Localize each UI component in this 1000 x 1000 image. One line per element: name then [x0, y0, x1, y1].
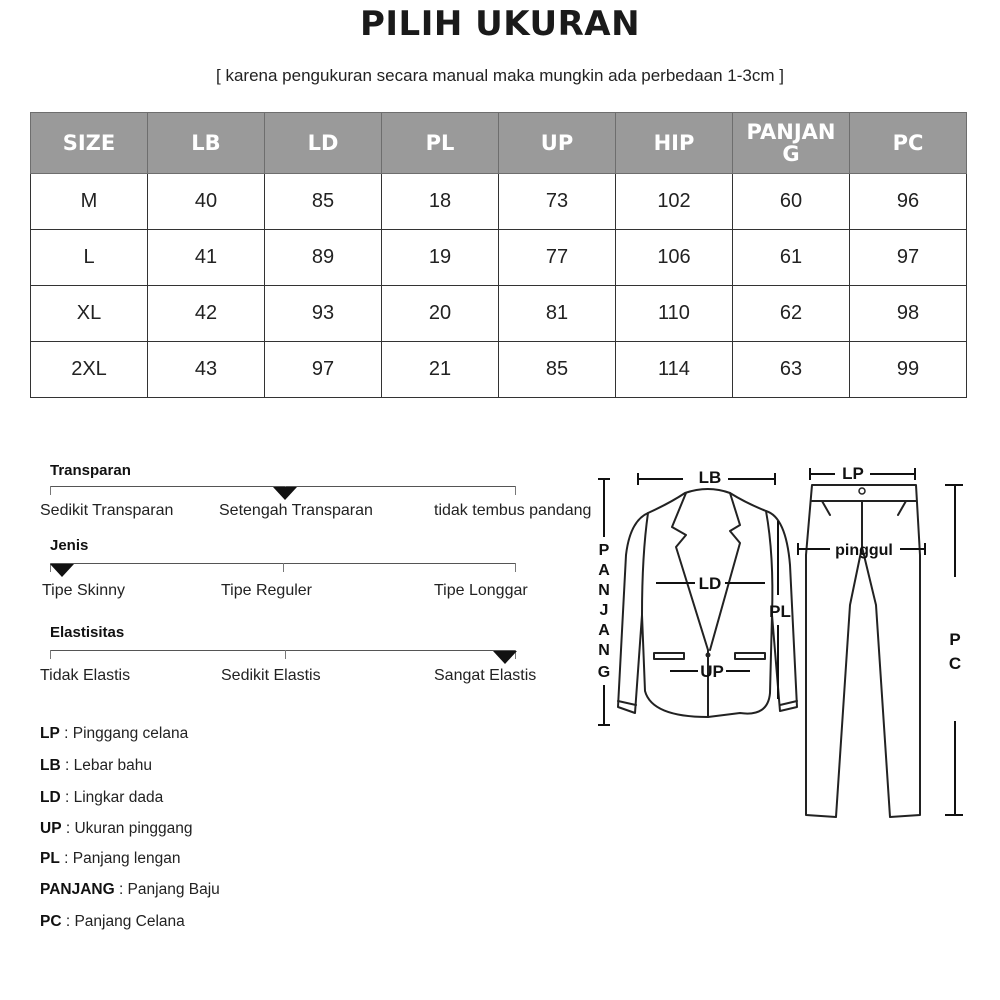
elastisitas-scale-line: [50, 650, 516, 651]
jacket-lapel-right: [710, 493, 740, 650]
header-pc: PC: [850, 113, 967, 174]
table-cell: 102: [616, 174, 733, 230]
jenis-selected-marker: [50, 564, 74, 577]
header-hip: HIP: [616, 113, 733, 174]
table-cell: 20: [382, 286, 499, 342]
elastisitas-label: Elastisitas: [50, 624, 125, 641]
table-cell: 81: [499, 286, 616, 342]
svg-text:N: N: [598, 582, 610, 599]
table-cell: 106: [616, 230, 733, 286]
measurement-diagram: [590, 455, 980, 945]
table-cell: 93: [265, 286, 382, 342]
elastisitas-selected-marker: [493, 651, 517, 664]
table-cell: 89: [265, 230, 382, 286]
measurement-note: [ karena pengukuran secara manual maka mungkin ada perbedaan 1-3cm ]: [216, 66, 784, 85]
legend-item-lb: LB : Lebar bahu: [40, 757, 153, 774]
svg-text:G: G: [597, 664, 611, 681]
elastisitas-option: Sangat Elastis: [434, 667, 537, 684]
table-cell: 21: [382, 342, 499, 398]
legend-item-panjang: PANJANG : Panjang Baju: [40, 881, 220, 898]
table-cell: 19: [382, 230, 499, 286]
table-cell: 85: [265, 174, 382, 230]
table-cell: 62: [733, 286, 850, 342]
jacket-pocket-right: [735, 653, 765, 659]
jenis-option: Tipe Skinny: [42, 582, 125, 599]
table-cell: 114: [616, 342, 733, 398]
table-row: [31, 342, 967, 398]
table-row: [31, 286, 967, 342]
svg-text:P: P: [598, 542, 610, 559]
table-cell: 96: [850, 174, 967, 230]
table-cell: 63: [733, 342, 850, 398]
table-cell: 99: [850, 342, 967, 398]
header-pl: PL: [382, 113, 499, 174]
jacket-pocket-left: [654, 653, 684, 659]
transparan-label: Transparan: [50, 462, 131, 479]
jacket-lapel-left: [672, 493, 708, 650]
label-panjang-vertical: [598, 542, 610, 681]
table-cell: 61: [733, 230, 850, 286]
jacket-button-icon: [706, 653, 711, 658]
pants-button-icon: [859, 488, 865, 494]
table-cell: XL: [31, 286, 148, 342]
table-cell: 85: [499, 342, 616, 398]
elastisitas-option: Sedikit Elastis: [221, 667, 321, 684]
table-row: [31, 230, 967, 286]
scale-tick: [515, 563, 516, 572]
legend-item-up: UP : Ukuran pinggang: [40, 820, 193, 837]
svg-text:N: N: [598, 642, 610, 659]
table-cell: 43: [148, 342, 265, 398]
table-cell: 40: [148, 174, 265, 230]
header-size: SIZE: [31, 113, 148, 174]
table-cell: 98: [850, 286, 967, 342]
transparan-option: Sedikit Transparan: [40, 502, 174, 519]
table-cell: 18: [382, 174, 499, 230]
table-cell: 73: [499, 174, 616, 230]
svg-text:P: P: [949, 630, 961, 649]
transparan-option: tidak tembus pandang: [434, 502, 592, 519]
table-cell: 2XL: [31, 342, 148, 398]
table-cell: 42: [148, 286, 265, 342]
label-ld: LD: [698, 574, 722, 593]
legend-item-pc: PC : Panjang Celana: [40, 913, 185, 930]
label-lb: LB: [698, 468, 722, 487]
scale-tick: [50, 650, 51, 659]
scale-tick: [515, 486, 516, 495]
table-cell: 77: [499, 230, 616, 286]
scale-tick: [283, 563, 284, 572]
table-row: [31, 174, 967, 230]
scale-tick: [50, 486, 51, 495]
table-cell: 41: [148, 230, 265, 286]
header-up: UP: [499, 113, 616, 174]
jenis-option: Tipe Reguler: [221, 582, 313, 599]
svg-text:A: A: [598, 622, 610, 639]
label-lp: LP: [842, 464, 864, 483]
table-cell: 97: [850, 230, 967, 286]
table-cell: 97: [265, 342, 382, 398]
transparan-selected-marker: [273, 487, 297, 500]
svg-text:C: C: [948, 654, 962, 673]
transparan-option: Setengah Transparan: [219, 502, 373, 519]
table-cell: 60: [733, 174, 850, 230]
legend-item-ld: LD : Lingkar dada: [40, 789, 164, 806]
jenis-label: Jenis: [50, 537, 89, 554]
header-ld: LD: [265, 113, 382, 174]
svg-text:A: A: [598, 562, 610, 579]
jenis-option: Tipe Longgar: [434, 582, 528, 599]
svg-text:J: J: [599, 602, 609, 619]
table-cell: 110: [616, 286, 733, 342]
legend-item-lp: LP : Pinggang celana: [40, 725, 189, 742]
header-panjang: PANJANG: [733, 113, 850, 174]
legend-item-pl: PL : Panjang lengan: [40, 850, 181, 867]
elastisitas-option: Tidak Elastis: [40, 667, 131, 684]
table-cell: M: [31, 174, 148, 230]
size-table-header-row: [31, 113, 967, 174]
header-lb: LB: [148, 113, 265, 174]
table-cell: L: [31, 230, 148, 286]
label-pl: PL: [769, 602, 791, 621]
label-pinggul: pinggul: [835, 542, 893, 559]
label-up: UP: [700, 662, 724, 681]
label-pc-vertical: [949, 630, 961, 673]
size-table: [30, 112, 967, 398]
page-title: PILIH UKURAN: [359, 4, 641, 44]
scale-tick: [285, 650, 286, 659]
